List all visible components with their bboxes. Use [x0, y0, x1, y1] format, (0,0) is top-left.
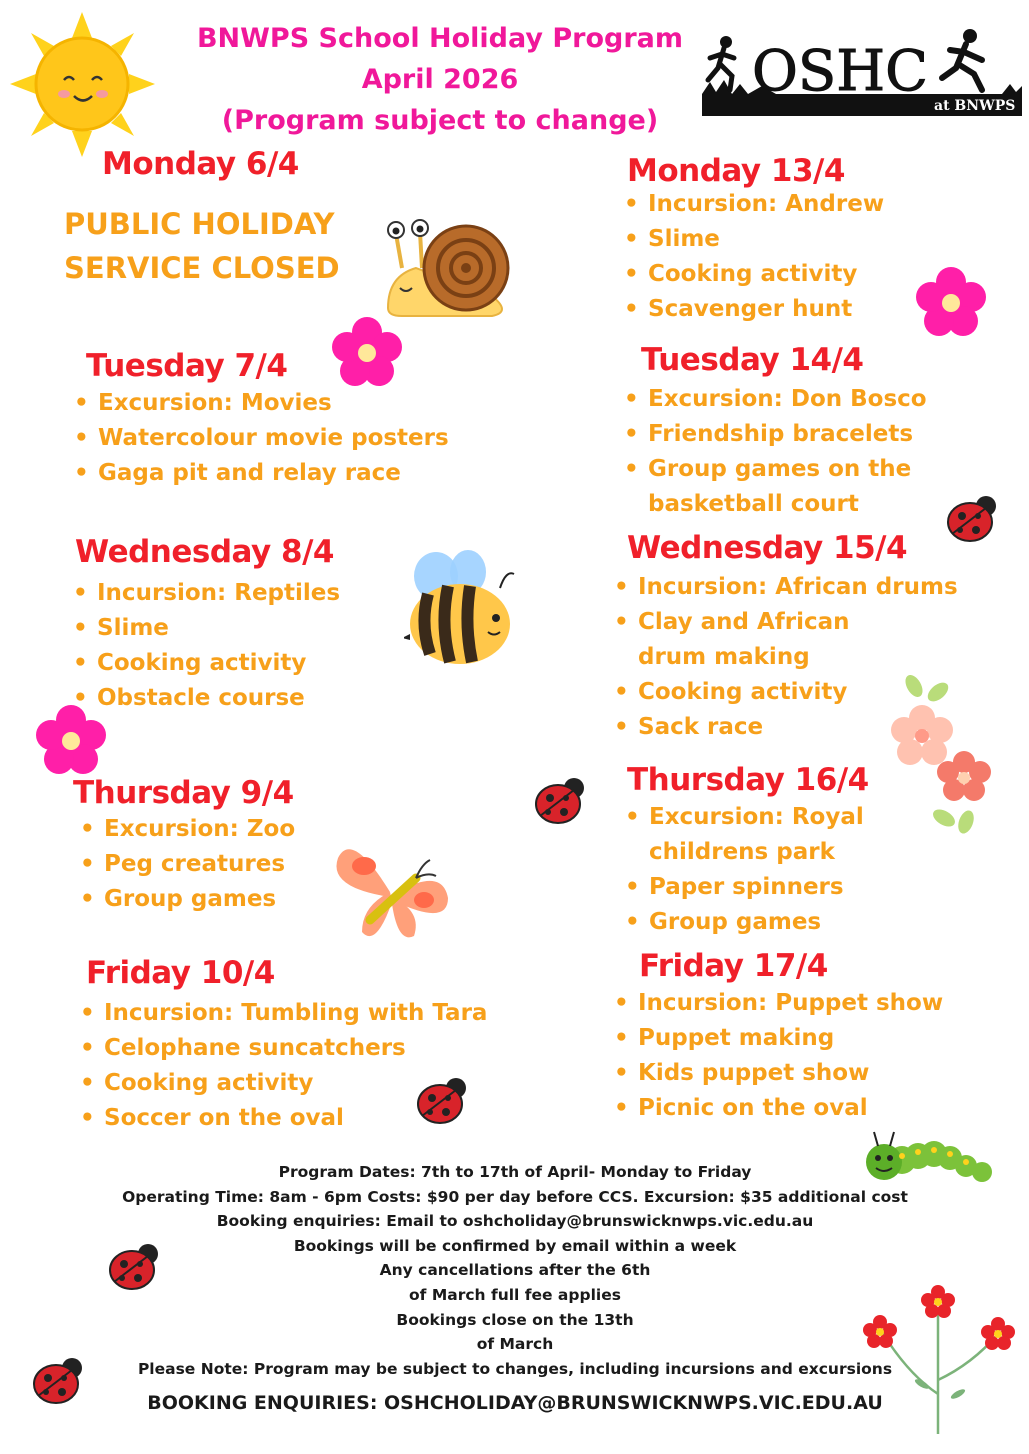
activities-thursday-9 [80, 812, 295, 917]
list-item: • Incursion: Tumbling with Tara [80, 996, 487, 1031]
flower-icon [914, 266, 988, 344]
list-item: • Excursion: Don Bosco [624, 382, 927, 417]
closed-line-2: SERVICE CLOSED [64, 251, 340, 285]
list-item: • Puppet making [614, 1021, 943, 1056]
list-item: • Peg creatures [80, 847, 295, 882]
list-item: • Celophane suncatchers [80, 1031, 487, 1066]
list-item: • Kids puppet show [614, 1056, 943, 1091]
program-info [80, 1160, 950, 1381]
activities-tuesday-7 [74, 386, 449, 491]
list-item: • Group games [80, 882, 295, 917]
flower-icon [330, 316, 404, 394]
activities-wednesday-8 [73, 576, 340, 716]
list-item: • Sack race [614, 710, 958, 745]
list-item: • Clay and African drum making [614, 605, 914, 675]
butterfly-icon [332, 836, 452, 950]
list-item: • Friendship bracelets [624, 417, 927, 452]
list-item: • Cooking activity [80, 1066, 487, 1101]
closed-line-1: PUBLIC HOLIDAY [64, 207, 335, 241]
list-item: • Obstacle course [73, 681, 340, 716]
list-item: • Cooking activity [624, 257, 884, 292]
day-heading-thursday-9: Thursday 9/4 [73, 775, 294, 811]
day-heading-wednesday-15: Wednesday 15/4 [627, 530, 908, 566]
info-line-close: Bookings close on the 13th [396, 1310, 634, 1329]
day-heading-wednesday-8: Wednesday 8/4 [75, 534, 334, 570]
info-line-cancellations-2: of March full fee applies [409, 1285, 621, 1304]
day-heading-monday-6: Monday 6/4 [102, 146, 299, 182]
list-item: • Picnic on the oval [614, 1091, 943, 1126]
snail-icon [382, 216, 517, 325]
list-item: • Slime [624, 222, 884, 257]
activities-thursday-16 [625, 800, 885, 940]
list-item: • Group games [625, 905, 885, 940]
info-line-costs: Operating Time: 8am - 6pm Costs: $90 per day before CCS. Excursion: $35 additional cost [122, 1187, 908, 1206]
list-item: • Group games on the basketball court [624, 452, 924, 522]
oshc-logo [702, 24, 1022, 116]
ladybug-icon [108, 1240, 162, 1296]
list-item: • Incursion: Andrew [624, 187, 884, 222]
logo-text: OSHC [752, 39, 928, 104]
info-line-confirmation: Bookings will be confirmed by email within a week [293, 1236, 737, 1255]
day-heading-tuesday-14: Tuesday 14/4 [641, 342, 864, 378]
program-title: BNWPS School Holiday Program [196, 23, 684, 54]
list-item: • Scavenger hunt [624, 292, 884, 327]
list-item: • Incursion: Reptiles [73, 576, 340, 611]
day-heading-monday-13: Monday 13/4 [627, 153, 845, 189]
list-item: • Incursion: Puppet show [614, 986, 943, 1021]
info-line-note: Please Note: Program may be subject to changes, including incursions and excursions [137, 1359, 893, 1378]
info-line-booking-email: Booking enquiries: Email to oshcholiday@brunswicknwps.vic.edu.au [216, 1212, 814, 1231]
ladybug-icon [32, 1354, 86, 1410]
list-item: • Paper spinners [625, 870, 885, 905]
program-note: (Program subject to change) [221, 105, 659, 136]
list-item: • Cooking activity [614, 675, 958, 710]
info-line-dates: Program Dates: 7th to 17th of April- Monday to Friday [278, 1163, 752, 1181]
booking-enquiries-footer: BOOKING ENQUIRIES: OSHCHOLIDAY@BRUNSWICKNWPS.VIC.EDU.AU [147, 1392, 883, 1414]
list-item: • Gaga pit and relay race [74, 456, 449, 491]
sun-icon [10, 12, 155, 161]
list-item: • Excursion: Zoo [80, 812, 295, 847]
list-item: • Soccer on the oval [80, 1101, 487, 1136]
pastel-flowers-icon [886, 672, 996, 841]
logo-subtext: at BNWPS [934, 98, 1016, 114]
activities-tuesday-14 [624, 382, 927, 522]
day-heading-friday-17: Friday 17/4 [639, 948, 828, 984]
info-line-close-2: of March [476, 1335, 554, 1354]
list-item: • Cooking activity [73, 646, 340, 681]
ladybug-icon [534, 774, 588, 830]
info-line-cancellations: Any cancellations after the 6th [379, 1261, 651, 1280]
red-flowers-icon [862, 1284, 1017, 1438]
activities-friday-17 [614, 986, 943, 1126]
activities-monday-13 [624, 187, 884, 327]
flower-icon [34, 704, 108, 782]
day-heading-thursday-16: Thursday 16/4 [627, 762, 869, 798]
day-heading-tuesday-7: Tuesday 7/4 [86, 348, 288, 384]
day-heading-friday-10: Friday 10/4 [86, 955, 275, 991]
bee-icon [404, 548, 519, 672]
list-item: • Watercolour movie posters [74, 421, 449, 456]
public-holiday-notice [64, 202, 364, 290]
list-item: • Excursion: Movies [74, 386, 449, 421]
program-month: April 2026 [361, 64, 519, 95]
list-item: • Excursion: Royal childrens park [625, 800, 885, 870]
list-item: • Slime [73, 611, 340, 646]
list-item: • Incursion: African drums [614, 570, 958, 605]
ladybug-icon [946, 492, 1000, 548]
ladybug-icon [416, 1074, 470, 1130]
